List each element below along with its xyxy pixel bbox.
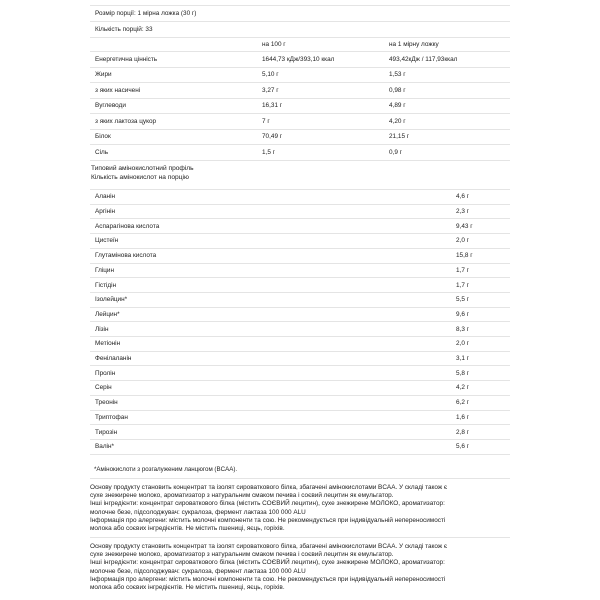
col-header-serving: на 1 мірну ложку <box>389 40 439 48</box>
amino-value: 8,3 г <box>456 325 469 333</box>
nutrition-row <box>90 113 510 130</box>
amino-value: 2,0 г <box>456 340 469 348</box>
description-line: Основу продукту становить концентрат та ізолят сироваткового білка, збагачені амінокислотами BCAA. У складі також є <box>90 543 448 550</box>
amino-name: Лейцин* <box>95 310 120 318</box>
amino-row <box>90 263 510 279</box>
amino-row <box>90 321 510 337</box>
description-line: молочне безе, підсолоджувач: сукралоза, фермент лактаза 100 000 ALU <box>90 508 306 516</box>
nutrient-name: Жири <box>95 71 112 79</box>
amino-name: Аланін <box>95 193 116 201</box>
amino-row <box>90 292 510 308</box>
value-per-serving: 4,89 г <box>389 102 406 110</box>
value-per-100g: 5,10 г <box>262 71 279 79</box>
nutrient-name: Сіль <box>95 148 109 156</box>
nutrition-row <box>90 82 510 99</box>
amino-row <box>90 336 510 352</box>
amino-name: Треонін <box>95 398 118 406</box>
divider <box>90 537 510 538</box>
amino-name: Пролін <box>95 369 116 377</box>
nutrition-row <box>90 51 510 68</box>
amino-row <box>90 365 510 381</box>
nutrition-row <box>90 129 510 146</box>
amino-name: Аспарагінова кислота <box>95 222 160 230</box>
amino-row <box>90 439 510 455</box>
amino-name: Валін* <box>95 443 114 451</box>
amino-row <box>90 307 510 323</box>
description-line: молока або соєвих інгредієнтів. Не містить пшениці, яєць, горіхів. <box>90 525 285 533</box>
nutrition-header-row <box>90 37 510 52</box>
description-line: Основу продукту становить концентрат та ізолят сироваткового білка, збагачені амінокислотами BCAA. У складі також є <box>90 484 448 491</box>
amino-row <box>90 395 510 411</box>
amino-name: Метіонін <box>95 340 121 348</box>
value-per-serving: 493,42кДж / 117,93ккал <box>389 55 458 63</box>
value-per-100g: 7 г <box>262 117 270 125</box>
amino-name: Цистеїн <box>95 237 119 245</box>
amino-row <box>90 424 510 440</box>
amino-value: 5,5 г <box>456 296 469 304</box>
amino-value: 1,7 г <box>456 281 469 289</box>
serving-count-label: Кількість порцій: 33 <box>95 25 153 33</box>
amino-row <box>90 218 510 234</box>
value-per-serving: 1,53 г <box>389 71 406 79</box>
nutrition-row <box>90 67 510 84</box>
nutrient-name: Енергетична цінність <box>95 55 158 63</box>
serving-count-row <box>90 21 510 38</box>
value-per-100g: 16,31 г <box>262 102 283 110</box>
description-line: сухе знежирене молоко, ароматизатор з натуральним смаком печива і соєвий лецитин як емульгатор. <box>90 492 394 500</box>
amino-value: 15,8 г <box>456 251 473 259</box>
value-per-100g: 3,27 г <box>262 86 279 94</box>
amino-value: 2,3 г <box>456 207 469 215</box>
value-per-serving: 0,98 г <box>389 86 406 94</box>
amino-row <box>90 277 510 293</box>
amino-row <box>90 189 510 205</box>
description-line: молочне безе, підсолоджувач: сукралоза, фермент лактаза 100 000 ALU <box>90 567 306 575</box>
amino-row <box>90 351 510 367</box>
amino-value: 1,7 г <box>456 266 469 274</box>
amino-value: 1,6 г <box>456 413 469 421</box>
description-line: Інформація про алергени: містить молочні компоненти та сою. Не рекомендується при індивідуальній непереносимості <box>90 575 446 583</box>
divider <box>90 478 510 479</box>
amino-row <box>90 380 510 396</box>
nutrient-name: Вуглеводи <box>95 102 126 110</box>
nutrition-row <box>90 98 510 115</box>
amino-profile-title: Типовий амінокислотний профіль <box>91 165 194 172</box>
amino-name: Серін <box>95 384 112 392</box>
amino-name: Тирозін <box>95 428 118 436</box>
divider <box>90 454 510 455</box>
divider <box>90 160 510 161</box>
nutrient-name: з яких лактоза цукор <box>95 117 157 125</box>
amino-row <box>90 204 510 220</box>
serving-size-row <box>90 5 510 22</box>
amino-profile-heading <box>91 165 194 183</box>
col-header-100g: на 100 г <box>262 40 286 48</box>
description-line: Інші інгредієнти: концентрат сироваткового білка (містить СОЄВИЙ лецитин), сухе знежирене МОЛОКО, ароматизатор: <box>90 559 445 567</box>
value-per-serving: 21,15 г <box>389 133 410 141</box>
serving-size-label: Розмір порції: 1 мірна ложка (30 г) <box>95 9 197 17</box>
amino-name: Фенілаланін <box>95 354 132 362</box>
nutrient-name: з яких насичені <box>95 86 141 94</box>
description-line: Інші інгредієнти: концентрат сироваткового білка (містить СОЄВИЙ лецитин), сухе знежирене МОЛОКО, ароматизатор: <box>90 500 445 508</box>
amino-value: 2,8 г <box>456 428 469 436</box>
amino-name: Ізолейцин* <box>95 296 128 304</box>
amino-value: 9,43 г <box>456 222 473 230</box>
amino-value: 2,0 г <box>456 237 469 245</box>
value-per-100g: 70,49 г <box>262 133 283 141</box>
amino-name: Гістідін <box>95 281 117 289</box>
description-line: молока або соєвих інгредієнтів. Не містить пшениці, яєць, горіхів. <box>90 584 285 592</box>
amino-row <box>90 233 510 249</box>
amino-value: 4,2 г <box>456 384 469 392</box>
amino-name: Триптофан <box>95 413 128 421</box>
amino-value: 3,1 г <box>456 354 469 362</box>
amino-value: 9,6 г <box>456 310 469 318</box>
amino-name: Глутамінова кислота <box>95 251 157 259</box>
value-per-serving: 4,20 г <box>389 117 406 125</box>
bcaa-footnote: *Амінокислоти з розгалуженим ланцюгом (BCAA). <box>94 466 238 473</box>
amino-value: 4,6 г <box>456 193 469 201</box>
amino-profile-subtitle: Кількість амінокислот на порцію <box>91 173 189 181</box>
value-per-100g: 1,5 г <box>262 148 275 156</box>
nutrient-name: Білок <box>95 133 111 141</box>
value-per-100g: 1644,73 кДж/393,10 ккал <box>262 55 335 63</box>
description-line: Інформація про алергени: містить молочні компоненти та сою. Не рекомендується при індивідуальній непереносимості <box>90 516 446 524</box>
value-per-serving: 0,9 г <box>389 148 402 156</box>
amino-name: Лізін <box>95 325 109 333</box>
description-block-2 <box>90 543 510 592</box>
amino-row <box>90 410 510 426</box>
amino-value: 5,6 г <box>456 443 469 451</box>
description-block-1 <box>90 484 510 533</box>
amino-name: Аргінін <box>95 207 116 215</box>
amino-value: 6,2 г <box>456 398 469 406</box>
amino-row <box>90 248 510 264</box>
nutrition-row <box>90 144 510 161</box>
amino-name: Гліцин <box>95 266 115 274</box>
amino-value: 5,8 г <box>456 369 469 377</box>
description-line: сухе знежирене молоко, ароматизатор з натуральним смаком печива і соєвий лецитин як емульгатор. <box>90 551 394 559</box>
